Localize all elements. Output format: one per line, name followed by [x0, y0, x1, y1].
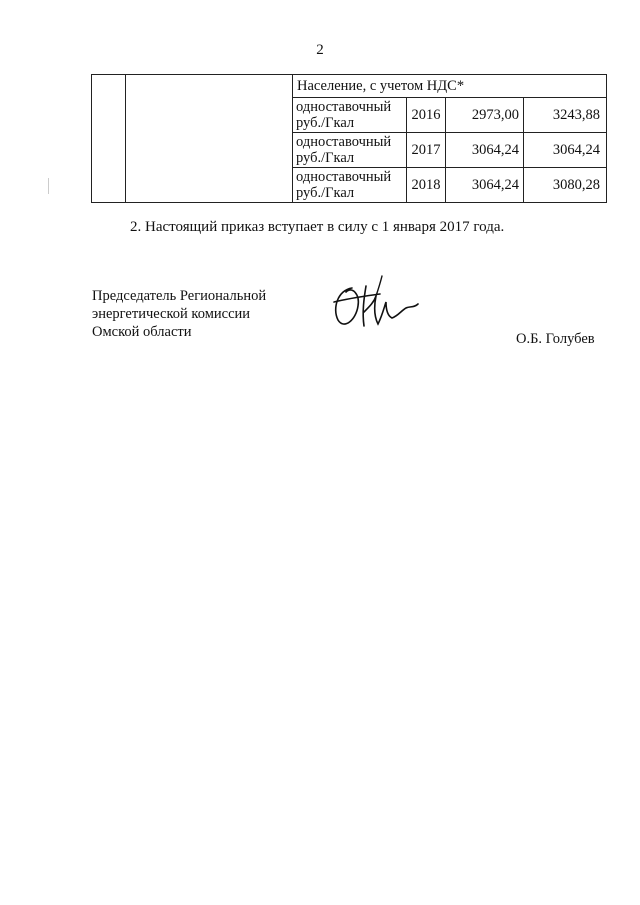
- year-cell: 2017: [407, 133, 446, 168]
- table-row: [92, 75, 607, 98]
- table-cell-empty: [92, 75, 126, 203]
- value-first-half-cell: 2973,00: [446, 98, 524, 133]
- handwritten-signature-icon: [322, 272, 422, 334]
- chairman-title-line: Омской области: [92, 324, 192, 340]
- value-first-half-cell: 3064,24: [446, 133, 524, 168]
- unit-type: одноставочный: [296, 134, 392, 150]
- unit-cell: [293, 98, 407, 133]
- value-second-half-cell: 3064,24: [524, 133, 607, 168]
- unit-type: одноставочный: [296, 169, 392, 185]
- tariff-table: [91, 74, 607, 203]
- unit-measure: руб./Гкал: [296, 150, 355, 166]
- page-number: 2: [316, 42, 324, 58]
- signatory-name: О.Б. Голубев: [516, 331, 595, 347]
- unit-cell: [293, 168, 407, 203]
- value-second-half-cell: 3080,28: [524, 168, 607, 203]
- year-cell: 2018: [407, 168, 446, 203]
- value-first-half-cell: 3064,24: [446, 168, 524, 203]
- chairman-title: [92, 287, 266, 341]
- margin-mark: [48, 178, 49, 194]
- unit-measure: руб./Гкал: [296, 115, 355, 131]
- unit-cell: [293, 133, 407, 168]
- table-cell-empty: [126, 75, 293, 203]
- chairman-title-line: энергетической комиссии: [92, 306, 251, 322]
- value-second-half-cell: 3243,88: [524, 98, 607, 133]
- unit-measure: руб./Гкал: [296, 185, 355, 201]
- year-cell: 2016: [407, 98, 446, 133]
- unit-type: одноставочный: [296, 99, 392, 115]
- clause-2: 2. Настоящий приказ вступает в силу с 1 января 2017 года.: [130, 219, 505, 235]
- table-header-cell: Население, с учетом НДС*: [293, 75, 607, 98]
- chairman-title-line: Председатель Региональной: [92, 288, 267, 304]
